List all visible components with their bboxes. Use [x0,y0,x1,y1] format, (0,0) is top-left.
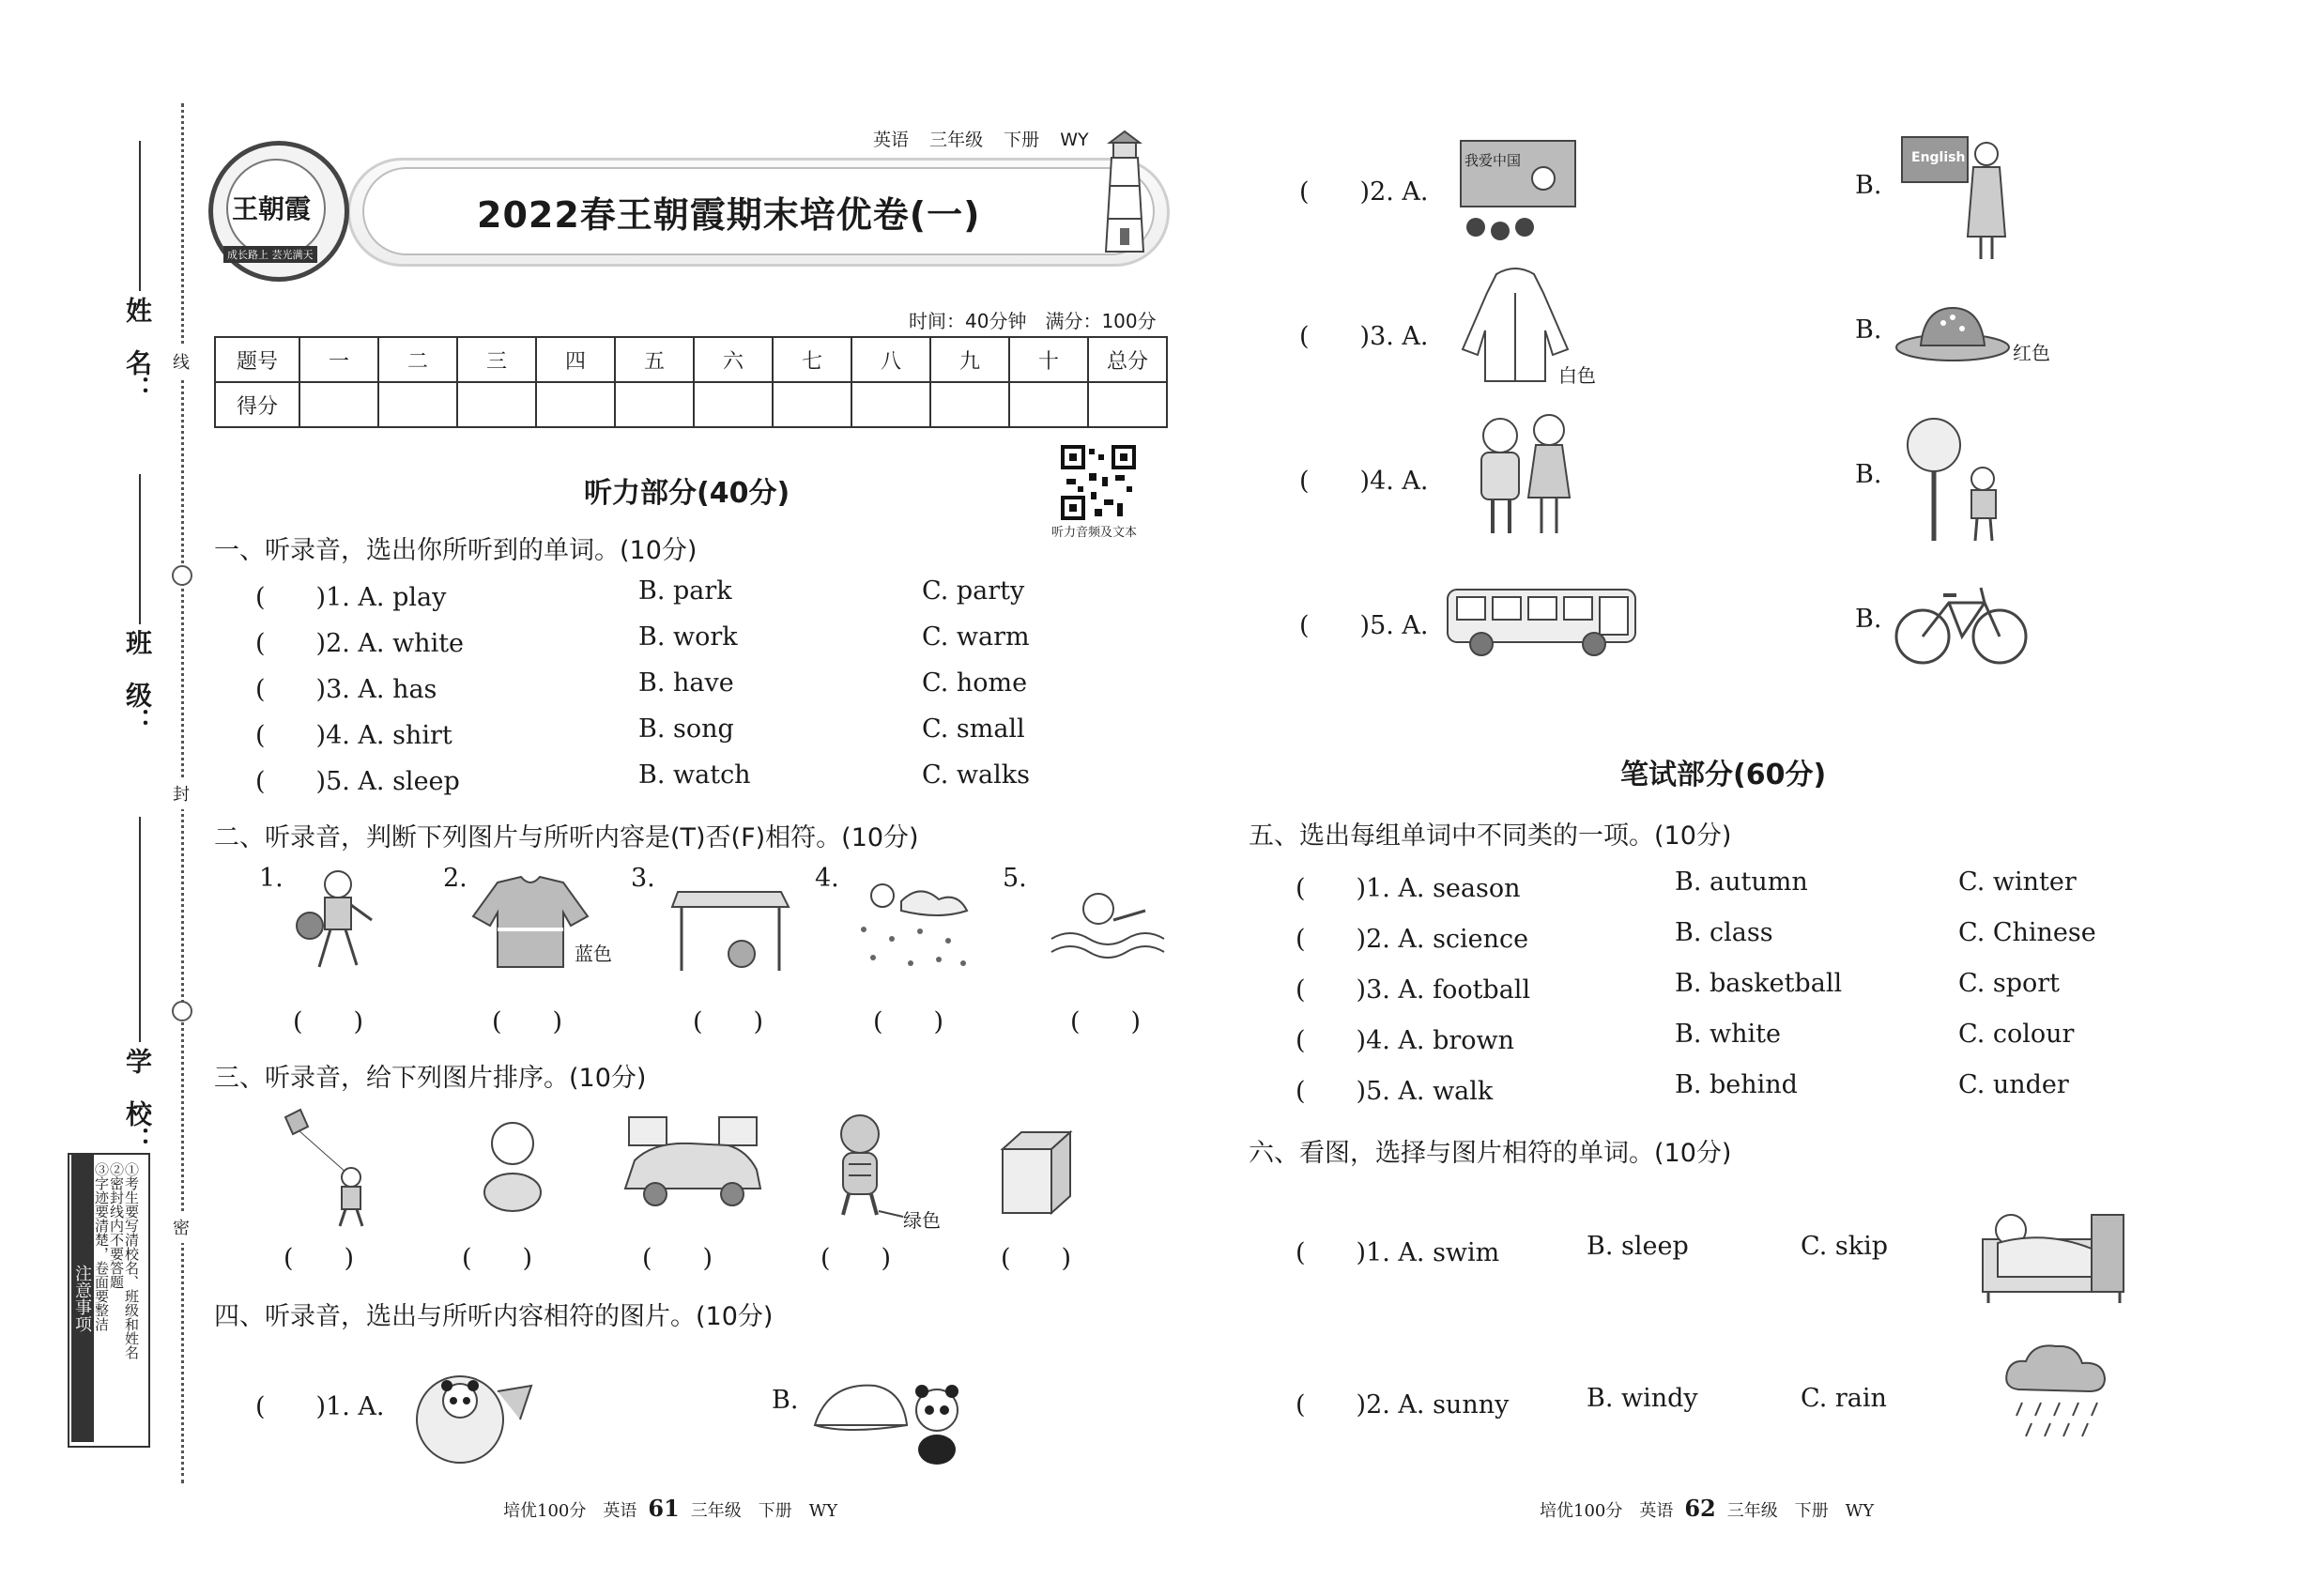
class-line [139,474,141,624]
s1-q2-c: C. warm [922,622,1030,652]
s2-blank-2[interactable]: ( ) [492,1007,563,1036]
hat-icon [1893,300,2015,366]
s5-q3-c: C. sport [1958,969,2061,998]
bus-icon [1444,584,1641,659]
score-header: 八 [851,337,930,382]
name-label: 姓 名： [122,297,153,402]
score-cell[interactable] [1088,382,1167,427]
s5-q3-b: B. basketball [1675,969,1843,998]
score-row-label: 得分 [215,382,299,427]
score-cell[interactable] [378,382,457,427]
snow-scene-icon [845,873,976,976]
s5-q1-c: C. winter [1958,867,2077,897]
section3-title: 三、听录音，给下列图片排序。(10分) [214,1064,647,1093]
page-number-61: 61 [648,1495,680,1522]
s5-q5-c: C. under [1958,1070,2069,1099]
notice-item-2: ②密封线内不要答题 [108,1162,125,1289]
s2-num-4: 4. [815,864,839,893]
footer-left-pre: 培优100分 英语 [503,1501,637,1521]
seal-char-seal: 封 [173,777,190,809]
s5-q1: ( )1. A. season [1296,874,1521,903]
s1-q5-b: B. watch [638,760,751,790]
jacket-color: 白色 [1558,364,1596,387]
qr-code-icon [1061,445,1136,520]
s6-q1-b: B. sleep [1587,1232,1689,1261]
rain-cloud-icon [2000,1337,2112,1450]
lighthouse-icon [1078,130,1172,261]
s5-q4: ( )4. A. brown [1296,1026,1515,1055]
s5-q3: ( )3. A. football [1296,975,1531,1005]
qr-caption: 听力音频及文本 [1051,526,1138,540]
s1-q1-c: C. party [922,576,1025,606]
notice-box [68,1153,150,1448]
kite-boy-icon [272,1108,376,1230]
binding-hole [172,565,192,586]
time-info: 时间：40分钟 满分：100分 [909,310,1157,332]
s4-q4-b: B. [1855,460,1882,489]
box-icon [995,1123,1089,1217]
boy-basketball-icon [282,864,385,976]
s1-q2-b: B. work [638,622,738,652]
tag-grade: 三年级 [929,130,984,150]
panda-ball-icon [404,1363,535,1466]
board-text-english: English [1911,150,1966,165]
s3-blank-2[interactable]: ( ) [462,1244,533,1273]
name-line [139,141,141,291]
s2-num-2: 2. [443,864,468,893]
score-header: 十 [1009,337,1088,382]
score-header: 五 [615,337,694,382]
s4-q1-b: B. [772,1386,799,1415]
tag-volume: 下册 [1004,130,1040,150]
s5-q5: ( )5. A. walk [1296,1077,1494,1106]
school-label: 学 校： [122,1048,153,1153]
class-label: 班 级： [122,629,153,734]
s3-blank-4[interactable]: ( ) [820,1244,892,1273]
section6-title: 六、看图，选择与图片相符的单词。(10分) [1249,1139,1732,1168]
s2-blank-5[interactable]: ( ) [1070,1007,1142,1036]
logo-motto: 成长路上 芸光满天 [223,246,317,263]
seal-char-line: 线 [173,345,190,377]
listening-heading: 听力部分(40分) [584,477,790,510]
s2-num-3: 3. [631,864,655,893]
tiger-icon [822,1108,916,1220]
cap-panda-icon [809,1373,969,1466]
s6-q2-c: C. rain [1801,1384,1887,1413]
s1-q3: ( )3. A. has [255,675,437,704]
sleeping-girl-icon [1979,1202,2129,1305]
header-tags [873,126,1104,151]
seal-char-secret: 密 [173,1211,190,1243]
score-cell[interactable] [536,382,615,427]
exam-title: 2022春王朝霞期末培优卷(一) [477,194,981,236]
s5-q2: ( )2. A. science [1296,925,1529,954]
s1-q3-c: C. home [922,668,1028,698]
s4-q2-b: B. [1855,171,1882,200]
baby-icon [466,1113,560,1217]
tag-edition: WY [1060,130,1089,150]
writing-heading: 笔试部分(60分) [1620,759,1827,791]
footer-right [1540,1495,1874,1522]
s6-q2: ( )2. A. sunny [1296,1390,1510,1420]
s3-blank-1[interactable]: ( ) [284,1244,355,1273]
s1-q2: ( )2. A. white [255,629,465,658]
tag-subject: 英语 [873,130,910,150]
score-header: 六 [694,337,773,382]
s2-num-5: 5. [1003,864,1027,893]
jacket-icon [1459,265,1572,387]
score-header: 总分 [1088,337,1167,382]
s5-q5-b: B. behind [1675,1070,1798,1099]
s1-q5: ( )5. A. sleep [255,767,460,796]
s5-q1-b: B. autumn [1675,867,1808,897]
desk-ball-icon [668,873,790,976]
s6-q2-b: B. windy [1587,1384,1698,1413]
sweater-icon [469,873,591,976]
s4-q1: ( )1. A. [255,1392,385,1421]
section4-title: 四、听录音，选出与所听内容相符的图片。(10分) [214,1302,774,1331]
footer-left [503,1495,837,1522]
s6-q1: ( )1. A. swim [1296,1238,1500,1267]
s1-q1: ( )1. A. play [255,583,447,612]
board-text-china: 我爱中国 [1464,152,1522,169]
notice-item-3: ③字迹要清楚，卷面要整洁 [93,1162,110,1331]
bicycle-icon [1891,575,2032,668]
s3-blank-5[interactable]: ( ) [1001,1244,1072,1273]
s4-q3: ( )3. A. [1299,322,1429,351]
s2-num-1: 1. [259,864,284,893]
tiger-color: 绿色 [903,1209,941,1232]
section5-title: 五、选出每组单词中不同类的一项。(10分) [1249,821,1732,851]
s2-blank-3[interactable]: ( ) [693,1007,764,1036]
score-header: 七 [773,337,851,382]
footer-right-post: 三年级 下册 WY [1726,1501,1875,1521]
score-cell[interactable] [615,382,694,427]
s1-q4: ( )4. A. shirt [255,721,452,750]
s1-q4-b: B. song [638,714,734,744]
s1-q3-b: B. have [638,668,734,698]
score-table [214,336,1168,428]
footer-left-post: 三年级 下册 WY [690,1501,838,1521]
sweater-color: 蓝色 [575,943,612,965]
s5-q4-b: B. white [1675,1020,1781,1049]
logo-text: 王朝霞 [232,193,312,224]
score-cell[interactable] [457,382,536,427]
tree-boy-icon [1896,413,2009,545]
s6-q1-c: C. skip [1801,1232,1888,1261]
s5-q4-c: C. colour [1958,1020,2075,1049]
score-cell[interactable] [930,382,1009,427]
notice-title: 注意事项 [71,1155,94,1442]
s4-q5: ( )5. A. [1299,611,1429,640]
s4-q4: ( )4. A. [1299,467,1429,496]
binding-hole [172,1001,192,1021]
school-line [139,817,141,1042]
section2-title: 二、听录音，判断下列图片与所听内容是(T)否(F)相符。(10分) [214,823,919,852]
score-cell[interactable] [694,382,773,427]
score-header: 三 [457,337,536,382]
score-cell[interactable] [299,382,378,427]
s5-q2-c: C. Chinese [1958,918,2096,947]
score-header: 二 [378,337,457,382]
s4-q3-b: B. [1855,315,1882,345]
s3-blank-3[interactable]: ( ) [642,1244,713,1273]
score-header: 一 [299,337,378,382]
car-icon [616,1113,766,1217]
score-cell[interactable] [773,382,851,427]
s1-q1-b: B. park [638,576,732,606]
notice-item-1: ①考生要写清校名、班级和姓名 [123,1162,140,1359]
score-cell[interactable] [851,382,930,427]
score-header: 九 [930,337,1009,382]
footer-right-pre: 培优100分 英语 [1540,1501,1674,1521]
score-cell[interactable] [1009,382,1088,427]
swimming-icon [1042,882,1173,967]
s1-q4-c: C. small [922,714,1025,744]
s4-q5-b: B. [1855,605,1882,634]
boy-girl-icon [1474,409,1577,541]
hat-color: 红色 [2013,342,2050,364]
s5-q2-b: B. class [1675,918,1773,947]
page-number-62: 62 [1684,1495,1716,1522]
score-header: 题号 [215,337,299,382]
s2-blank-4[interactable]: ( ) [873,1007,944,1036]
section1-title: 一、听录音，选出你所听到的单词。(10分) [214,536,698,565]
s2-blank-1[interactable]: ( ) [293,1007,364,1036]
s1-q5-c: C. walks [922,760,1030,790]
score-header: 四 [536,337,615,382]
s4-q2: ( )2. A. [1299,177,1429,207]
